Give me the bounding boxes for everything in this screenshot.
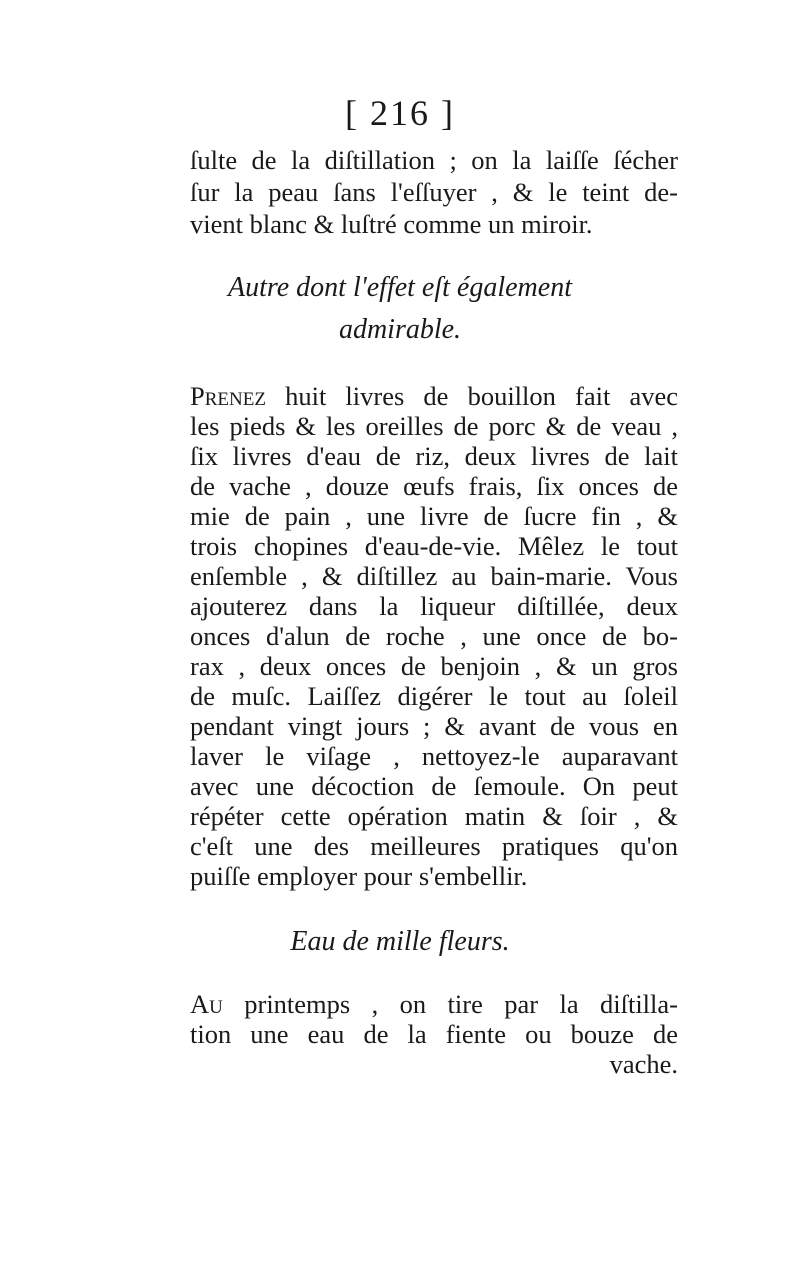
recipe-line: rax , deux onces de benjoin , & un gros (190, 651, 678, 681)
recipe-line: puiſſe employer pour s'embellir. (190, 861, 528, 891)
page-number: [ 216 ] (345, 93, 455, 133)
opening-line: ſulte de la diſtillation ; on la laiſſe ſécher (190, 145, 678, 175)
recipe-line (190, 380, 678, 412)
recipe-line: mie de pain , une livre de ſucre fin , & (190, 501, 678, 531)
recipe-line: vache. (609, 1049, 678, 1079)
recipe-line: de muſc. Laiſſez digérer le tout au ſoleil (190, 681, 678, 711)
recipe-line: pendant vingt jours ; & avant de vous en (190, 711, 678, 741)
recipe-line: onces d'alun de roche , une once de bo- (190, 621, 678, 651)
recipe-line: laver le viſage , nettoyez-le auparavant (190, 741, 678, 771)
section-heading: Autre dont l'effet eſt également (228, 272, 572, 303)
recipe-line: les pieds & les oreilles de porc & de veau , (190, 411, 678, 441)
recipe-line: ſix livres d'eau de riz, deux livres de lait (190, 441, 678, 471)
opening-line: ſur la peau ſans l'eſſuyer , & le teint de- (190, 177, 678, 207)
recipe-line: c'eſt une des meilleures pratiques qu'on (190, 831, 678, 861)
recipe-line: ajouterez dans la liqueur diſtillée, deux (190, 591, 678, 621)
drop-word: Au (190, 989, 223, 1019)
recipe-line: répéter cette opération matin & ſoir , & (190, 801, 678, 831)
recipe-line: de vache , douze œufs frais, ſix onces de (190, 471, 678, 501)
recipe-line: tion une eau de la fiente ou bouze de (190, 1019, 678, 1049)
recipe-line-text: huit livres de bouillon fait avec (265, 381, 678, 411)
opening-line: vient blanc & luſtré comme un miroir. (190, 209, 593, 239)
section-heading: Eau de mille fleurs. (290, 926, 510, 957)
recipe-line: trois chopines d'eau-de-vie. Mêlez le tout (190, 531, 678, 561)
section-heading: admirable. (338, 314, 462, 345)
recipe-line (190, 988, 678, 1020)
recipe-line: enſemble , & diſtillez au bain-marie. Vous (190, 561, 678, 591)
drop-word: Prenez (190, 381, 266, 411)
recipe-line: avec une décoction de ſemoule. On peut (190, 771, 678, 801)
recipe-line-text: printemps , on tire par la diſtilla- (222, 989, 678, 1019)
